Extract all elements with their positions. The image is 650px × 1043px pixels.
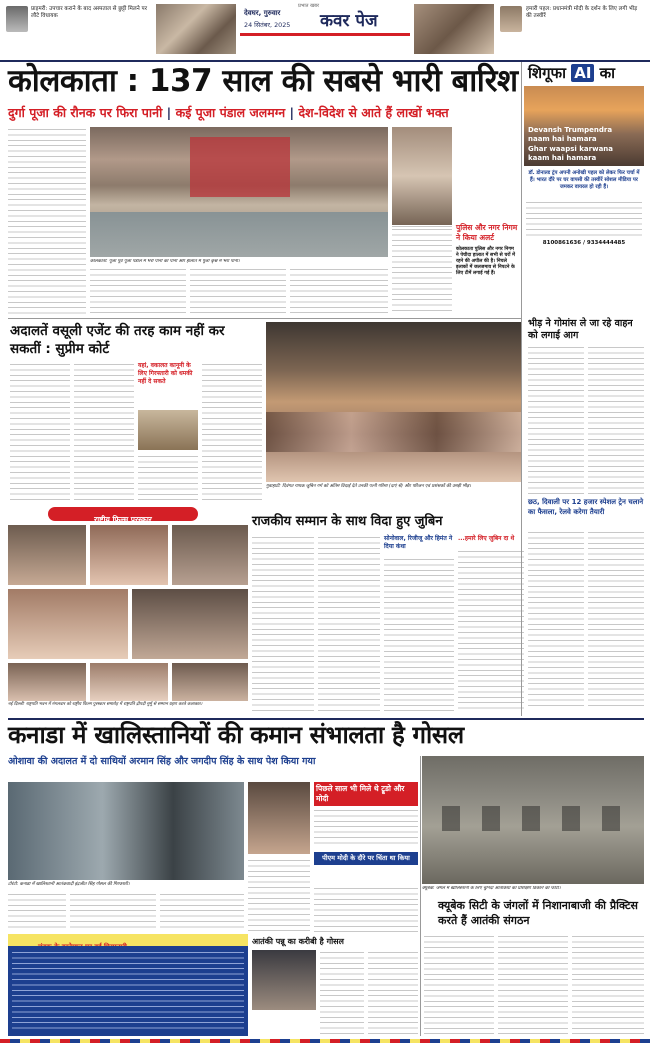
- khalistan-box: [314, 782, 418, 882]
- train-headline: छठ, दिवाली पर 12 हजार स्पेशल ट्रेन चलाने का फैसला, रेलवे करेगा तैयारी: [528, 498, 644, 516]
- pandal-red-block: [190, 137, 290, 197]
- award-section: [8, 505, 248, 715]
- quebec-column-3: [572, 934, 644, 1036]
- quebec-vehicles: [442, 806, 622, 831]
- award-banner: [48, 507, 198, 524]
- quebec-headline: क्यूबेक सिटी के जंगलों में निशानाबाजी की प्रैक्टिस करते हैं आतंकी संगठन: [438, 899, 638, 927]
- shigufa-title: [528, 66, 615, 81]
- overlay-line-3: Ghar waapsi karwana: [528, 145, 613, 153]
- crowd-band: [266, 412, 522, 452]
- zubeen-box-2-title: ...हमारे लिए जुबिन दा थे: [458, 535, 515, 542]
- court-box-title: यहां, वकालत कानूनी के लिए गिरफ्तारी को धमकी नहीं दे सकते: [138, 362, 193, 385]
- award-photo-7: [90, 663, 168, 701]
- khalistan-box-sub: पीएम मोदी के दौरे पर चिंता था किया: [314, 852, 418, 865]
- khalistan-photo-1: [8, 782, 244, 880]
- quebec-photo-caption: क्यूबेक: जंगल में खालिस्तानी के लिए चुनिंदा आतंकियों का प्रशिक्षण ठिकाने का फोटो।: [422, 886, 561, 891]
- khalistan-top-rule: [8, 718, 644, 720]
- lead-column-3: [190, 267, 286, 315]
- zubeen-box-1-title: सोनोवाल, रिजीजू और हिमंत ने दिया कंधा: [384, 535, 453, 550]
- quebec-column-1: [424, 934, 494, 1036]
- date-line: देवघर, गुरुवार: [244, 9, 281, 17]
- zubeen-box-1: [384, 535, 454, 713]
- zubeen-photo: [266, 322, 522, 482]
- khalistan-column-5: [314, 886, 418, 932]
- lead-alert-text: कोलकाता पुलिस और नगर निगम ने पेचीदा हालात में सभी से घरों में रहने की अपील की है। निचले इलाकों में जलजमाव से निपटने के लिए टीमें लगाई गई हैं।: [456, 247, 516, 276]
- overlay-line-2: naam hai hamara: [528, 135, 597, 143]
- khalistan-box-title: पिछले साल भी मिले थे ट्रूडो और मोदी: [314, 782, 418, 806]
- masthead-right-avatar: [500, 6, 522, 32]
- rule-right-main: [521, 62, 522, 716]
- court-column-2: [74, 362, 134, 500]
- masthead-right-brief: हमारी पहल: प्रधानमंत्री मोदी के दर्शन के लिए लगी भीड़ की तस्वीरें: [526, 6, 638, 19]
- award-photo-8: [172, 663, 248, 701]
- lead-alert-photo: [392, 127, 452, 225]
- court-box: [138, 362, 198, 407]
- lead-alert-title: पुलिस और नगर निगम ने किया अलर्ट: [456, 223, 518, 242]
- shigufa-box: [524, 62, 644, 307]
- award-photo-6: [8, 663, 86, 701]
- overlay-line-1: Devansh Trumpendra: [528, 126, 613, 134]
- court-headline: अदालतें वसूली एजेंट की तरह काम नहीं कर सकतीं : सुप्रीम कोर्ट: [10, 323, 225, 357]
- khalistan-column-1: [8, 892, 66, 932]
- khalistan-box-text: [314, 808, 418, 848]
- quebec-column-2: [498, 934, 568, 1036]
- shigufa-photo: [524, 86, 644, 166]
- lead-subheads: दुर्गा पूजा की रौनक पर फिरा पानी | कई पूजा पंडाल जलमग्न | देश-विदेश से आते हैं लाखों भक्त: [8, 105, 449, 120]
- zubeen-column-2: [318, 535, 380, 713]
- lead-column-2: [90, 267, 186, 315]
- page-title: कवर पेज: [320, 11, 378, 31]
- masthead-crowd-photo: [156, 4, 236, 54]
- mob-column-2: [588, 345, 644, 495]
- masthead: [0, 0, 650, 60]
- lead-bottom-rule: [8, 318, 522, 319]
- zubeen-headline: राजकीय सम्मान के साथ विदा हुए जुबिन: [252, 514, 443, 529]
- train-column-1: [528, 530, 584, 710]
- train-column-2: [588, 530, 644, 710]
- masthead-left-brief: प्राइमरी: उपचार कराने के बाद अस्पताल से छुट्टी मिलने पर लौटे विधायक: [31, 6, 148, 19]
- khalistan-subhead: ओशावा की अदालत में दो साथियों अरमान सिंह और जगदीप सिंह के साथ पेश किया गया: [8, 756, 316, 767]
- overlay-line-4: kaam hai hamara: [528, 154, 597, 162]
- award-photo-1: [8, 525, 86, 585]
- khalistan-photo-2: [248, 782, 310, 854]
- paper-name: प्रभात खबर: [298, 3, 320, 9]
- khalistan-photo-1-caption: टोरंटो: कनाडा में खालिस्तानी आतंकवादी इंद्रजीत सिंह गोसल की गिरफ्तारी।: [8, 882, 130, 887]
- rule-khalistan-mid: [420, 756, 421, 1036]
- award-banner-text: राष्ट्रीय फिल्म पुरस्कार: [94, 515, 152, 524]
- lead-subhead-2: कई पूजा पंडाल जलमग्न: [175, 105, 286, 120]
- gun-arrest-strip: [8, 934, 248, 946]
- lead-column-4: [290, 267, 388, 315]
- lead-alert-box: [392, 127, 518, 315]
- pannu-column-2: [368, 950, 418, 1036]
- lead-subhead-1: दुर्गा पूजा की रौनक पर फिरा पानी: [8, 105, 163, 120]
- zubeen-column-1: [252, 535, 314, 713]
- masthead-right-photo: [414, 4, 494, 54]
- mob-headline: भीड़ ने गोमांस ले जा रहे वाहन को लगाई आग: [528, 318, 633, 341]
- khalistan-column-2: [70, 892, 156, 932]
- zubeen-box-2-text: [458, 549, 524, 713]
- court-column-3: [138, 454, 198, 500]
- award-photo-4: [8, 589, 128, 659]
- court-photo: [138, 410, 198, 450]
- shigufa-word: शिगूफा: [528, 64, 566, 82]
- bottom-color-bar: [0, 1039, 650, 1043]
- pannu-photo: [252, 950, 316, 1010]
- masthead-rule: [240, 33, 410, 36]
- lead-photo-caption: कोलकाता: पूजा पूर्व पूजा पंडाल में भरा पानी का पानी और हालात में पूजा कृश्न में भरा पानी।: [90, 259, 240, 264]
- shigufa-ai-badge: AI: [571, 64, 594, 82]
- gun-arrest-box: [8, 946, 248, 1036]
- shigufa-contact: 8100861636 / 9334444485: [542, 240, 626, 246]
- award-photo-5: [132, 589, 248, 659]
- date-text: 24 सितंबर, 2025: [244, 21, 291, 29]
- court-column-1: [10, 362, 70, 500]
- lead-column-1: [8, 127, 86, 315]
- lead-headline: कोलकाता : 137 साल की सबसे भारी बारिश: [8, 63, 518, 99]
- court-column-4: [202, 362, 262, 500]
- khalistan-column-3: [160, 892, 244, 932]
- flood-water: [90, 212, 388, 257]
- award-photo-2: [90, 525, 168, 585]
- quebec-photo: [422, 756, 644, 884]
- zubeen-photo-caption: गुवाहाटी: दिवंगत गायक जुबिन गर्ग को अंतिम विदाई देते उनकी पत्नी गरिमा (दाएं से) और परिजन एवं प्रशंसकों की उमड़ी भीड़।: [266, 484, 471, 489]
- pannu-column-1: [320, 950, 364, 1036]
- zubeen-box-2: [458, 535, 524, 713]
- shigufa-text-lines: [526, 200, 642, 238]
- pannu-headline: आतंकी पन्नू का करीबी है गोसल: [252, 937, 344, 946]
- lead-subhead-3: देश-विदेश से आते हैं लाखों भक्त: [298, 105, 449, 120]
- award-caption: नई दिल्ली: राष्ट्रपति भवन में मंगलवार को राष्ट्रीय फिल्म पुरस्कार समारोह में राष्ट्रपति द्रौपदी मुर्मू से सम्मान ग्रहण करते कलाकार।: [8, 702, 203, 707]
- masthead-center: [240, 3, 410, 57]
- masthead-left-photo: [6, 6, 28, 32]
- khalistan-headline: कनाडा में खालिस्तानियों की कमान संभालता है गोसल: [8, 721, 464, 749]
- lead-photo: [90, 127, 388, 257]
- khalistan-column-4: [248, 858, 310, 932]
- award-photo-3: [172, 525, 248, 585]
- shigufa-text: डॉ. डोनाल्ड ट्रंप अपनी अनोखी पहल को लेकर फिर चर्चा में हैं। भारत दौरे पर घर वापसी की तस्वीरें सोशल मीडिया पर जमकर वायरल हो रही हैं।: [528, 170, 640, 190]
- shigufa-ka: का: [599, 64, 616, 82]
- gun-arrest-lines: [12, 950, 244, 1032]
- mob-column-1: [528, 345, 584, 495]
- zubeen-box-1-text: [384, 557, 454, 713]
- lead-alert-column: [392, 227, 452, 315]
